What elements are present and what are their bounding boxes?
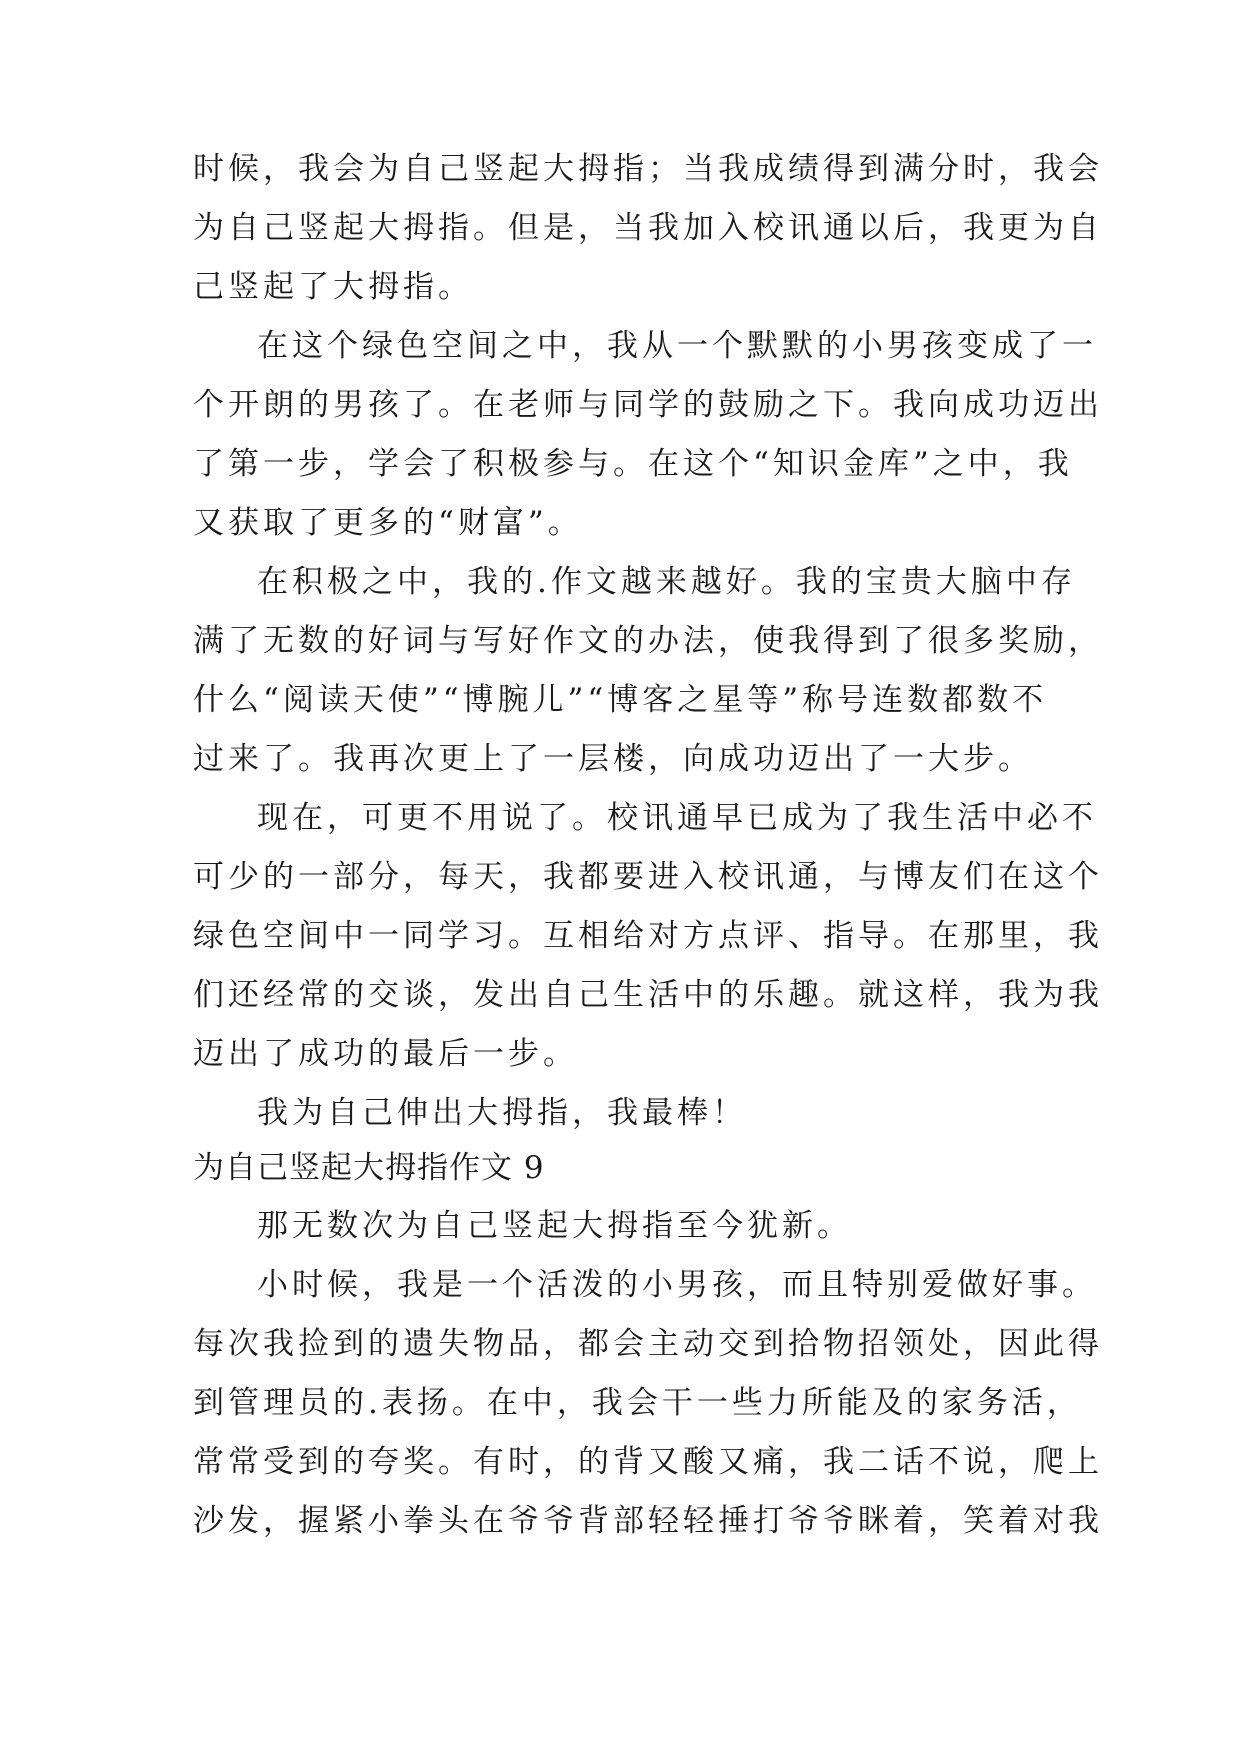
text-line: 过来了。我再次更上了一层楼，向成功迈出了一大步。: [193, 741, 1033, 777]
paragraph-first-line: 在积极之中，我的.作文越来越好。我的宝贵大脑中存: [257, 564, 1076, 600]
text-line: 们还经常的交谈，发出自己生活中的乐趣。就这样，我为我: [193, 977, 1103, 1013]
text-line: 每次我捡到的遗失物品，都会主动交到拾物招领处，因此得: [193, 1326, 1103, 1362]
paragraph-first-line: 在这个绿色空间之中，我从一个默默的小男孩变成了一: [257, 328, 1097, 364]
paragraph-first-line: 小时候，我是一个活泼的小男孩，而且特别爱做好事。: [257, 1267, 1097, 1303]
text-line: 了第一步，学会了积极参与。在这个“知识金库”之中，我: [193, 446, 1073, 482]
text-line: 常常受到的夸奖。有时，的背又酸又痛，我二话不说，爬上: [193, 1444, 1103, 1480]
text-line: 己竖起了大拇指。: [193, 269, 473, 305]
text-line: 沙发，握紧小拳头在爷爷背部轻轻捶打爷爷眯着，笑着对我: [193, 1503, 1103, 1539]
paragraph-first-line: 我为自己伸出大拇指，我最棒！: [257, 1095, 747, 1131]
text-line: 到管理员的.表扬。在中，我会干一些力所能及的家务活，: [193, 1385, 1082, 1421]
text-line: 迈出了成功的最后一步。: [193, 1036, 578, 1072]
text-line: 为自己竖起大拇指。但是，当我加入校讯通以后，我更为自: [193, 210, 1103, 246]
section-heading: 为自己竖起大拇指作文 9: [193, 1150, 545, 1186]
text-line: 满了无数的好词与写好作文的办法，使我得到了很多奖励，: [193, 623, 1103, 659]
paragraph-first-line: 那无数次为自己竖起大拇指至今犹新。: [257, 1208, 852, 1244]
text-line: 时候，我会为自己竖起大拇指；当我成绩得到满分时，我会: [193, 151, 1103, 187]
text-line: 绿色空间中一同学习。互相给对方点评、指导。在那里，我: [193, 918, 1103, 954]
text-line: 又获取了更多的“财富”。: [193, 505, 583, 541]
text-line: 个开朗的男孩了。在老师与同学的鼓励之下。我向成功迈出: [193, 387, 1103, 423]
text-line: 什么“阅读天使”“博腕儿”“博客之星等”称号连数都数不: [193, 682, 1048, 718]
text-line: 可少的一部分，每天，我都要进入校讯通，与博友们在这个: [193, 859, 1103, 895]
paragraph-first-line: 现在，可更不用说了。校讯通早已成为了我生活中必不: [257, 800, 1097, 836]
